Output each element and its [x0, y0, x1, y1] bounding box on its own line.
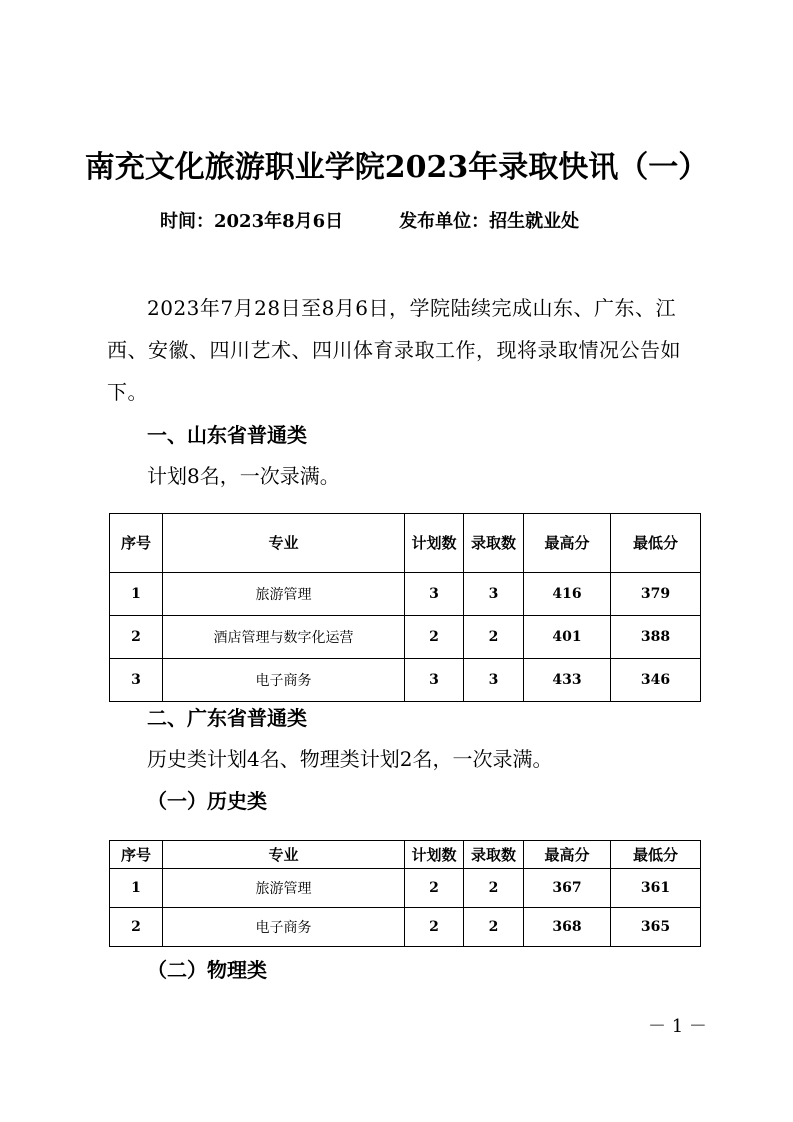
cell-admitted: 3 — [464, 659, 524, 702]
cell-admitted: 2 — [464, 616, 524, 659]
cell-major: 旅游管理 — [163, 869, 405, 908]
subsection-heading-physics: （二）物理类 — [147, 958, 267, 982]
table-header-row — [110, 841, 701, 869]
header-admitted: 录取数 — [464, 514, 524, 573]
header-admitted: 录取数 — [464, 841, 524, 869]
cell-plan: 3 — [405, 573, 464, 616]
page-title: 南充文化旅游职业学院2023年录取快讯（一） — [84, 150, 709, 185]
cell-max-score: 368 — [524, 908, 611, 947]
table-row — [110, 908, 701, 947]
header-seq: 序号 — [110, 841, 163, 869]
cell-max-score: 367 — [524, 869, 611, 908]
page-number: － 1 － — [648, 1016, 707, 1037]
admission-table-shandong — [109, 513, 701, 702]
cell-admitted: 2 — [464, 908, 524, 947]
header-max-score: 最高分 — [524, 841, 611, 869]
header-major: 专业 — [163, 514, 405, 573]
cell-seq: 1 — [110, 869, 163, 908]
cell-plan: 3 — [405, 659, 464, 702]
cell-max-score: 401 — [524, 616, 611, 659]
cell-major: 电子商务 — [163, 659, 405, 702]
section-heading-shandong: 一、山东省普通类 — [147, 423, 307, 447]
admission-table-guangdong-history — [109, 840, 701, 947]
subsection-heading-history: （一）历史类 — [147, 789, 267, 813]
cell-max-score: 433 — [524, 659, 611, 702]
cell-max-score: 416 — [524, 573, 611, 616]
table-row — [110, 659, 701, 702]
header-min-score: 最低分 — [611, 514, 701, 573]
cell-seq: 1 — [110, 573, 163, 616]
cell-seq: 2 — [110, 616, 163, 659]
cell-seq: 2 — [110, 908, 163, 947]
cell-plan: 2 — [405, 869, 464, 908]
header-max-score: 最高分 — [524, 514, 611, 573]
cell-major: 电子商务 — [163, 908, 405, 947]
table-row — [110, 573, 701, 616]
header-plan: 计划数 — [405, 841, 464, 869]
section-heading-guangdong: 二、广东省普通类 — [147, 706, 307, 730]
header-seq: 序号 — [110, 514, 163, 573]
cell-plan: 2 — [405, 908, 464, 947]
cell-major: 酒店管理与数字化运营 — [163, 616, 405, 659]
cell-major: 旅游管理 — [163, 573, 405, 616]
cell-min-score: 346 — [611, 659, 701, 702]
cell-seq: 3 — [110, 659, 163, 702]
table-row — [110, 869, 701, 908]
cell-admitted: 2 — [464, 869, 524, 908]
cell-min-score: 388 — [611, 616, 701, 659]
cell-min-score: 379 — [611, 573, 701, 616]
header-major: 专业 — [163, 841, 405, 869]
publisher: 发布单位：招生就业处 — [399, 211, 580, 232]
table-header-row — [110, 514, 701, 573]
header-min-score: 最低分 — [611, 841, 701, 869]
publish-time: 时间：2023年8月6日 — [160, 211, 344, 232]
table-row — [110, 616, 701, 659]
cell-min-score: 365 — [611, 908, 701, 947]
cell-admitted: 3 — [464, 573, 524, 616]
header-plan: 计划数 — [405, 514, 464, 573]
intro-paragraph: 2023年7月28日至8月6日，学院陆续完成山东、广东、江西、安徽、四川艺术、四川体育录取工作，现将录取情况公告如下。 — [107, 296, 681, 404]
section-plan-shandong: 计划8名，一次录满。 — [147, 464, 340, 488]
cell-min-score: 361 — [611, 869, 701, 908]
section-plan-guangdong: 历史类计划4名、物理类计划2名，一次录满。 — [147, 747, 553, 771]
cell-plan: 2 — [405, 616, 464, 659]
publish-info — [160, 207, 579, 237]
